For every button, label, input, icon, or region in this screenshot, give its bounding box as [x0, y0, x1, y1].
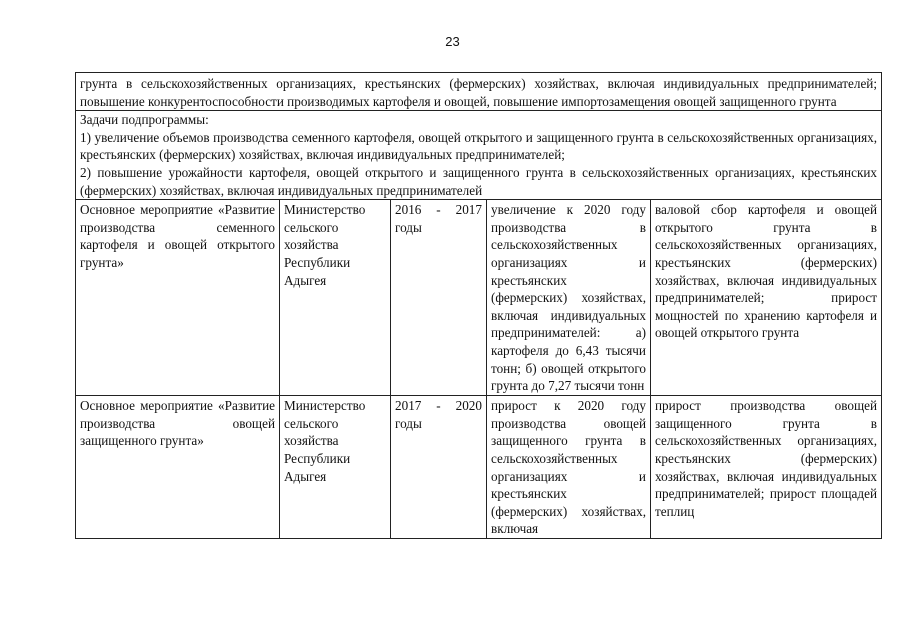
measure-result: увеличение к 2020 году производства в сельскохозяйственных организациях и крестьянских (фермерских) хозяйствах, включая индивидуальных предпринимателей: а) картофеля до 6,43 тысячи тонн; б) овощей открытого грунта до 7,27 тысячи тонн: [487, 200, 651, 396]
measure-indicators: прирост производства овощей защищенного грунта в сельскохозяйственных организациях, крестьянских (фермерских) хозяйствах, включая индивидуальных предпринимателей; прирост площадей теплиц: [651, 396, 882, 539]
measure-years: 2017 - 2020 годы: [391, 396, 487, 539]
measure-executor: Министерство сельского хозяйства Республики Адыгея: [280, 396, 391, 539]
goal-continuation-text: грунта в сельскохозяйственных организациях, крестьянских (фермерских) хозяйствах, включая индивидуальных предпринимателей; повышение конкурентоспособности производимых картофеля и овощей, повышение импортозамещения овощей защищенного грунта: [76, 73, 882, 111]
measure-years: 2016 - 2017 годы: [391, 200, 487, 396]
tasks-heading: Задачи подпрограммы:: [80, 112, 209, 128]
table-row: [76, 396, 882, 539]
tasks-row: [76, 111, 882, 200]
task-item: 1) увеличение объемов производства семенного картофеля, овощей открытого и защищенного грунта в сельскохозяйственных организациях, крестьянских (фермерских) хозяйствах, включая индивидуальных предпринимателей;: [80, 129, 878, 163]
table-row: [76, 200, 882, 396]
subprogram-table: [75, 72, 882, 539]
measure-name: Основное мероприятие «Развитие производства овощей защищенного грунта»: [76, 396, 280, 539]
goal-continuation-row: [76, 73, 882, 111]
measure-indicators: валовой сбор картофеля и овощей открытого грунта в сельскохозяйственных организациях, крестьянских (фермерских) хозяйствах, включая индивидуальных предпринимателей; прирост мощностей по хранению картофеля и овощей открытого грунта: [651, 200, 882, 396]
measure-executor: Министерство сельского хозяйства Республики Адыгея: [280, 200, 391, 396]
task-item: 2) повышение урожайности картофеля, овощей открытого и защищенного грунта в сельскохозяйственных организациях, крестьянских (фермерских) хозяйствах, включая индивидуальных предпринимателей: [80, 164, 878, 198]
measure-result: прирост к 2020 году производства овощей защищенного грунта в сельскохозяйственных организациях и крестьянских (фермерских) хозяйствах, включая: [487, 396, 651, 539]
measure-name: Основное мероприятие «Развитие производства семенного картофеля и овощей открытого грунта»: [76, 200, 280, 396]
tasks-cell: [76, 111, 882, 200]
page-number: 23: [445, 34, 460, 49]
